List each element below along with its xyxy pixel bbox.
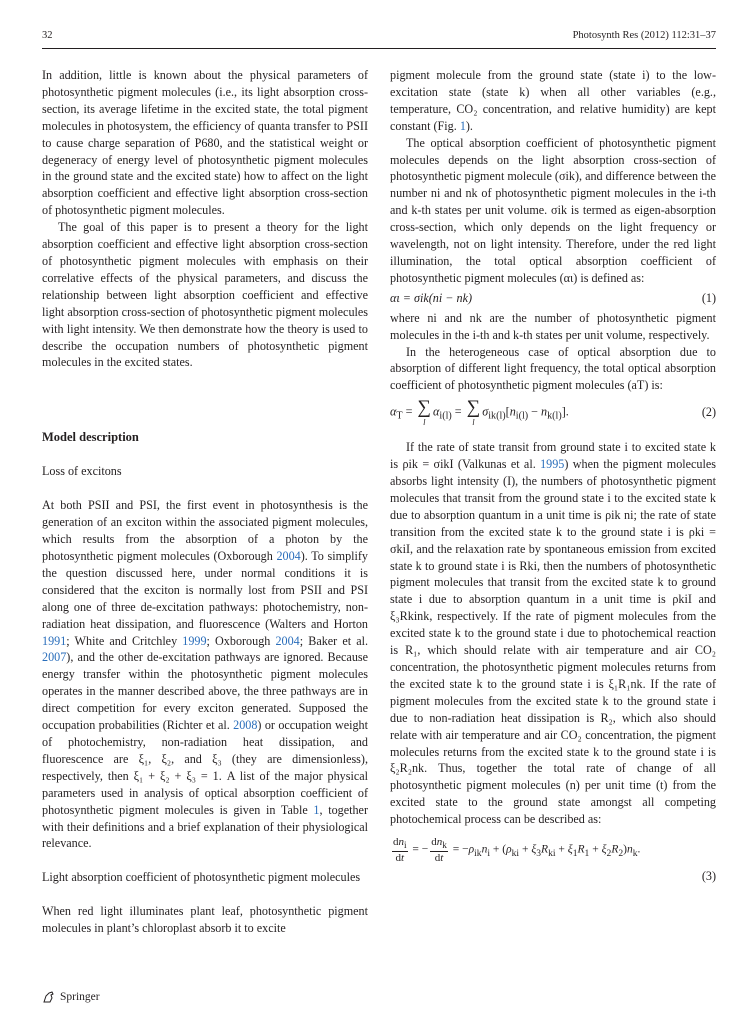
- paragraph: When red light illuminates plant leaf, photosynthetic pigment molecules in plant’s chloroplast absorb it to excite: [42, 904, 368, 936]
- paragraph: pigment molecule from the ground state (state i) to the low-excitation state (state k) when all other variables (e.g., temperature, CO₂ concentration, and relative humidity) are kept constant (Fig. 1).: [390, 68, 716, 133]
- publisher-footer: [42, 990, 100, 1004]
- journal-citation: Photosynth Res (2012) 112:31–37: [572, 30, 716, 41]
- equation-number: (2): [701, 405, 716, 420]
- table-link[interactable]: 1: [313, 802, 320, 817]
- citation-link[interactable]: 1995: [540, 457, 565, 472]
- equation-body: $\alpha_T$ = ∑ l $\alpha_{i(l)}$ = ∑ l $\sigma_{ik(l)}[n_{i(l)} - n_{k(l)}]$.: [390, 397, 569, 428]
- figure-link[interactable]: 1: [459, 118, 466, 133]
- paragraph: At both PSII and PSI, the first event in photosynthesis is the generation of an exciton within the associated pigment molecules, which results from the absorption of a photon by the photosynthetic pigment molecules (Oxborough 2004). To simplify the question discussed here, under normal conditions it is considered that the exciton is normally lost from PSII and PSI along one of three de-excitation pathways: photochemistry, non-radiation heat dissipation, and fluorescence (Walters and Horton 1991; White and Critchley 1999; Oxborough 2004; Baker et al. 2007), and the other de-excitation pathways are ignored. Because energy transfer within the photosynthetic pigment molecules operates in the manner described above, the three pathways are in direct competition for every exciton generated. Supposed the occupation probabilities (Richter et al. 2008) or occupation weight of photochemistry, non-radiation heat dissipation, and fluorescence are ξ₁, ξ₂, and ξ₃ (they are dimensionless), respectively, then ξ₁ + ξ₂ + ξ₃ = 1. A list of the major physical parameters used in analysis of optical absorption coefficient of photosynthetic pigment molecules is given in Table 1, together with their definitions and a brief explanation of their physiological relevance.: [42, 498, 369, 851]
- publisher-name: Springer: [60, 991, 100, 1003]
- paragraph: In the heterogeneous case of optical absorption due to absorption of different light frequency, the total optical absorption coefficient of photosynthetic pigment molecules (aT) is:: [390, 344, 716, 393]
- equation-body: $\frac{dn_i}{dt}$ = − $\frac{dn_k}{dt}$ = $-\rho_{ik}n_i + (\rho_{ki} + \xi_3R_{ki} + \xi_1R_1 + \xi_2R_2)n_k$.: [393, 836, 641, 865]
- paragraph: If the rate of state transit from ground state i to excited state k is ρik = σikI (Valkunas et al. 1995) when the pigment molecules absorbs light intensity (I), the numbers of photosynthetic pigment molecules that transit from the ground state i to the excited state k due to absorption quantum in a unit time is ρik ni; the rate of state transition from the excited state k to the ground state i is ρki = σkiI, and the relaxation rate by spontaneous emission from excited state k to ground state i is Rki, then the numbers of photosynthetic pigment molecules that transit from the excited state k to ground state i due to absorption quantum in a unit time is ρkiI and ξ₃Rkink, respectively. If the rate of pigment molecules from the excited state k to the ground state i due to photochemical reaction is R₁, which should relate with air temperature and air CO₂ concentration, the photosynthetic pigment molecules returns from the excited state k to the ground state i is ξ₁R₁nk. If the rate of pigment molecules from the excited state k to the ground state i due to non-radiation heat dissipation is R₂, which also should relate with air temperature and air CO₂ concentration, the pigment molecules returns from the excited state k to the ground state i is ξ₂R₂nk. Thus, together the total rate of change of all photosynthetic pigment molecules (n) per unit time (t) from the excited state to the ground state amongst all competing photochemical process can be described as:: [390, 440, 716, 827]
- paragraph: The goal of this paper is to present a theory for the light absorption coefficient and effective light absorption cross-section of photosynthetic pigment molecules with emphasis on their correlative effects of the physical parameters, and discuss the relationship between light absorption coefficient and effective light absorption cross-section of photosynthetic pigment molecules with light intensity. We then demonstrate how the theory is used to describe the occupation numbers of photosynthetic pigment molecules in the excited states.: [42, 220, 368, 370]
- equation-number: (1): [701, 290, 716, 305]
- paragraph: The optical absorption coefficient of photosynthetic pigment molecules depends on the light absorption cross-section of photosynthetic pigment molecule (σik), and difference between the number ni and nk of photosynthetic pigment molecules in the i-th and k-th states per unit volume. σik is termed as eigen-absorption cross-section, which only depends on the light frequency or wavelength, not on light intensity. Therefore, under the red light illumination, the total optical absorption coefficient of photosynthetic pigment molecules (αι) is defined as:: [390, 135, 716, 285]
- citation-link[interactable]: 2007: [42, 650, 67, 665]
- page-number: 32: [42, 30, 53, 41]
- paragraph: In addition, little is known about the physical parameters of photosynthetic pigment molecules (i.e., its light absorption cross-section, its average lifetime in the excited state, the total pigment molecules in photosystem, the efficiency of quanta transfer to PSII to cause charge separation of P680, and the statistical weight or degeneracy of energy level of photosynthetic pigment molecules in the ground state and the excited state) how to affect on the light absorption coefficient and effective light absorption cross-section of photosynthetic pigment molecules.: [42, 68, 368, 218]
- citation-link[interactable]: 1999: [182, 633, 207, 648]
- paragraph: where ni and nk are the number of photosynthetic pigment molecules in the i-th and k-th states per unit volume, respectively.: [390, 310, 716, 342]
- citation-link[interactable]: 2008: [233, 718, 258, 733]
- equation-number: (3): [701, 869, 716, 884]
- citation-link[interactable]: 2004: [275, 633, 300, 648]
- citation-link[interactable]: 2004: [276, 549, 301, 564]
- equation-body: αι = σik(ni − nk): [390, 290, 473, 305]
- subsection-heading: Loss of excitons: [42, 464, 122, 479]
- right-column: [390, 67, 716, 885]
- running-header: [42, 30, 716, 46]
- left-column: [42, 67, 368, 937]
- springer-horse-icon: [42, 990, 56, 1004]
- subsection-heading: Light absorption coefficient of photosynthetic pigment molecules: [42, 870, 361, 885]
- citation-link[interactable]: 1991: [42, 633, 67, 648]
- equation-1: [390, 290, 716, 307]
- equation-2: [390, 398, 716, 427]
- equation-3: [390, 836, 716, 885]
- header-rule: [42, 48, 716, 49]
- section-heading: Model description: [42, 430, 139, 445]
